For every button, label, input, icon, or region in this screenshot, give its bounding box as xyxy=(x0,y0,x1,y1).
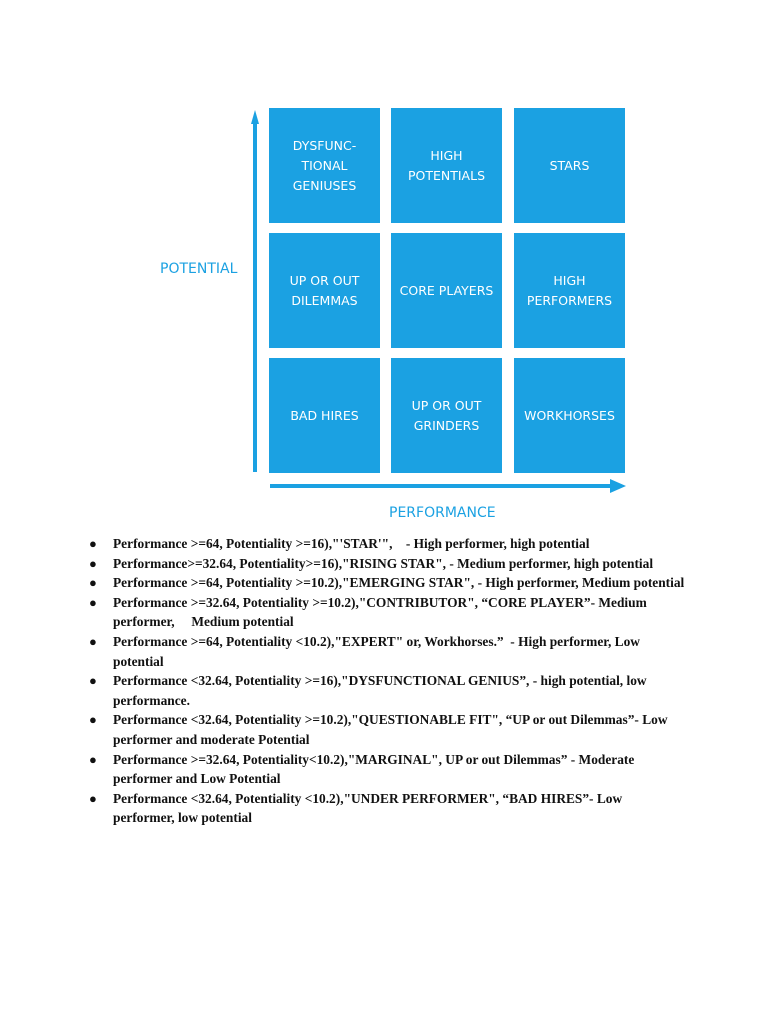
potential-axis-label: POTENTIAL xyxy=(160,261,238,277)
list-item xyxy=(85,750,685,789)
list-item xyxy=(85,632,685,671)
rule-text: Performance >=32.64, Potentiality<10.2),"MARGINAL", UP or out Dilemmas” - Moderate performer and Low Potential xyxy=(113,751,638,787)
potential-axis-arrow xyxy=(251,110,259,472)
cell-core-players: CORE PLAYERS xyxy=(391,233,502,348)
cell-high-performers: HIGH PERFORMERS xyxy=(514,233,625,348)
bullet-icon: ● xyxy=(89,536,97,551)
bullet-icon: ● xyxy=(89,594,97,610)
rule-text: Performance <32.64, Potentiality >=10.2),"QUESTIONABLE FIT", “UP or out Dilemmas”- Low performer and moderate Potential xyxy=(113,712,671,747)
rule-text: Performance>=32.64, Potentiality>=16),"RISING STAR", - Medium performer, high potential xyxy=(113,555,654,571)
bullet-icon: ● xyxy=(89,633,97,649)
list-item xyxy=(85,554,685,574)
cell-up-or-out-dilemmas: UP OR OUT DILEMMAS xyxy=(269,233,380,348)
list-item xyxy=(85,593,685,632)
cell-high-potentials: HIGH POTENTIALS xyxy=(391,108,502,223)
list-item xyxy=(85,573,685,593)
cell-stars: STARS xyxy=(514,108,625,223)
rule-text: Performance >=64, Potentiality >=10.2),"EMERGING STAR", - High performer, Medium potential xyxy=(113,575,685,591)
rule-text: Performance <32.64, Potentiality <10.2),"UNDER PERFORMER", “BAD HIRES”- Low performer, low potential xyxy=(113,790,626,826)
rule-text: Performance >=64, Potentiality <10.2),"EXPERT" or, Workhorses.” - High performer, Low potential xyxy=(113,633,644,669)
bullet-icon: ● xyxy=(89,575,97,591)
bullet-icon: ● xyxy=(89,712,97,728)
nine-box-grid xyxy=(269,108,625,472)
rule-text: Performance <32.64, Potentiality >=16),"DYSFUNCTIONAL GENIUS”, - high potential, low performance. xyxy=(113,673,650,708)
cell-workhorses: WORKHORSES xyxy=(514,358,625,473)
cell-dysfunctional-geniuses: DYSFUNC- TIONAL GENIUSES xyxy=(269,108,380,223)
list-item xyxy=(85,671,685,710)
rule-text: Performance >=32.64, Potentiality >=10.2),"CONTRIBUTOR", “CORE PLAYER”- Medium performer, Medium potential xyxy=(113,594,651,630)
cell-up-or-out-grinders: UP OR OUT GRINDERS xyxy=(391,358,502,473)
performance-axis-label: PERFORMANCE xyxy=(389,505,496,521)
bullet-icon: ● xyxy=(89,751,97,767)
performance-axis-arrow xyxy=(270,477,626,495)
rule-text: Performance >=64, Potentiality >=16),"'STAR'", - High performer, high potential xyxy=(113,536,590,551)
list-item xyxy=(85,534,685,554)
bullet-icon: ● xyxy=(89,673,97,689)
list-item xyxy=(85,789,685,828)
list-item xyxy=(85,710,685,749)
cell-bad-hires: BAD HIRES xyxy=(269,358,380,473)
classification-rules-list xyxy=(85,534,685,828)
bullet-icon: ● xyxy=(89,555,97,571)
bullet-icon: ● xyxy=(89,790,97,806)
